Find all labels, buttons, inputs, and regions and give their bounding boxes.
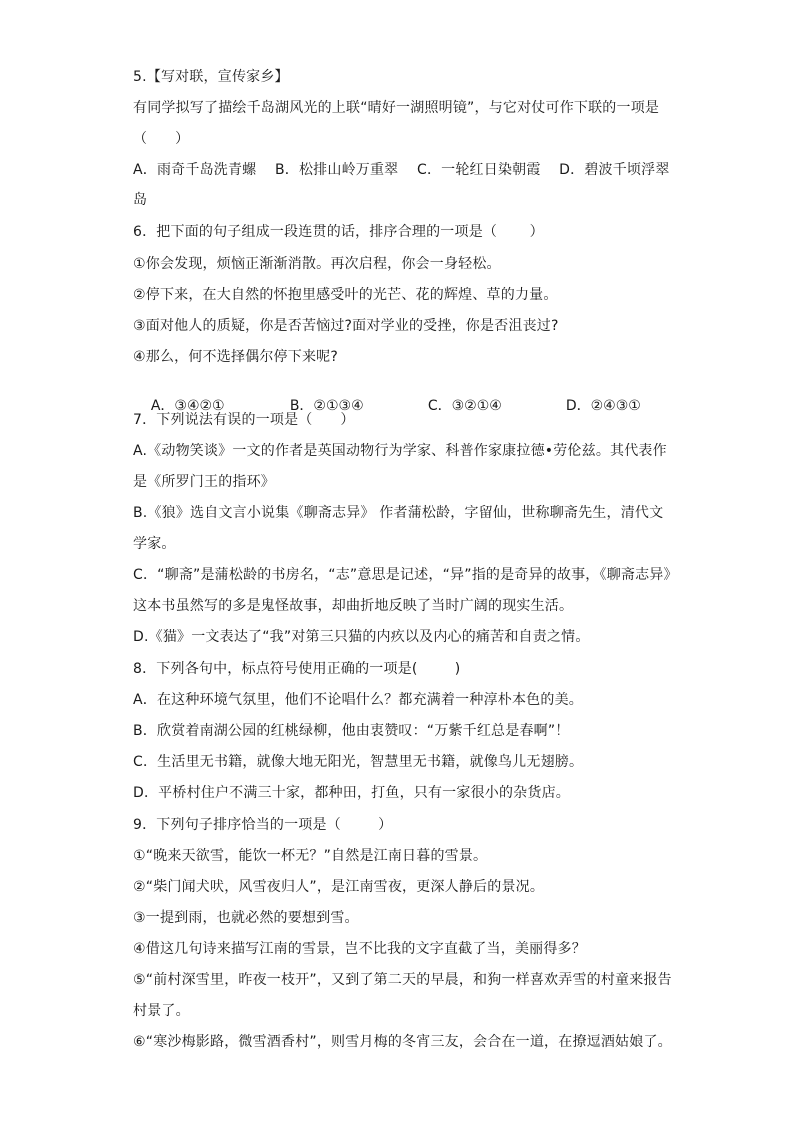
q6-option-a: A．③④②① [150,398,225,414]
q5-blank: （ ） [133,131,190,147]
q6-sentence-1: ①你会发现，烦恼正渐渐消散。再次启程，你会一身轻松。 [133,256,501,272]
q6-sentence-3: ③面对他人的质疑，你是否苦恼过?面对学业的受挫，你是否沮丧过? [133,318,559,334]
q7-option-c-wrap: 这本书虽然写的多是鬼怪故事，却曲折地反映了当时广阔的现实生活。 [133,598,574,614]
q8-option-c: C．生活里无书籍，就像大地无阳光，智慧里无书籍，就像鸟儿无翅膀。 [133,754,584,770]
q7-option-b-wrap: 学家。 [133,536,176,552]
q5-stem: 有同学拟写了描绘千岛湖风光的上联“晴好一湖照明镜”，与它对仗可作下联的一项是 [133,100,660,116]
q5-options-wrap: 岛 [133,192,148,208]
q8-option-a: A．在这种环境气氛里，他们不论唱什么？都充满着一种淳朴本色的美。 [133,692,583,708]
q9-sentence-2: ②“柴门闻犬吠，风雪夜归人”，是江南雪夜，更深人静后的景况。 [133,879,545,895]
q6-option-b: B．②①③④ [289,398,364,414]
q6-option-c: C．③②①④ [427,398,502,414]
q8-option-b: B．欣赏着南湖公园的红桃绿柳，他由衷赞叹：“万紫千红总是春啊”！ [133,723,570,739]
q9-sentence-5-wrap: 村景了。 [133,1003,190,1019]
q5-options: A．雨奇千岛洗青螺 B．松排山岭万重翠 C．一轮红日染朝霞 D．碧波千顷浮翠 [133,162,670,178]
q7-option-c: C．“聊斋”是蒲松龄的书房名，“志”意思是记述，“异”指的是奇异的故事，《聊斋志异》 [133,567,678,583]
q6-sentence-2: ②停下来，在大自然的怀抱里感受叶的光芒、花的辉煌、草的力量。 [133,287,558,303]
q9-sentence-3: ③一提到雨，也就必然的要想到雪。 [133,910,359,926]
q7-option-b: B.《狼》选自文言小说集《聊斋志异》 作者蒲松龄，字留仙，世称聊斋先生，清代文 [133,505,664,521]
q7-title: 7．下列说法有误的一项是（ ） [133,412,355,428]
q7-option-a: A.《动物笑谈》一文的作者是英国动物行为学家、科普作家康拉德•劳伦兹。其代表作 [133,443,667,459]
q9-sentence-6: ⑥“寒沙梅影路，微雪酒香村”，则雪月梅的冬宵三友，会合在一道，在撩逗酒姑娘了。 [133,1034,672,1050]
q6-sentence-4: ④那么，何不选择偶尔停下来呢? [133,349,338,365]
q6-title: 6．把下面的句子组成一段连贯的话，排序合理的一项是（ ） [133,224,544,240]
q9-sentence-5: ⑤“前村深雪里，昨夜一枝开”，又到了第二天的早晨，和狗一样喜欢弄雪的村童来报告 [133,972,672,988]
q7-option-a-wrap: 是《所罗门王的指环》 [133,474,275,490]
q9-sentence-4: ④借这几句诗来描写江南的雪景，岂不比我的文字直截了当，美丽得多？ [133,941,586,957]
q6-option-d: D．②④③① [565,398,641,414]
q5-title: 5.【写对联，宣传家乡】 [133,69,289,85]
q9-sentence-1: ①“晚来天欲雪，能饮一杯无？”自然是江南日暮的雪景。 [133,848,488,864]
q8-option-d: D．平桥村住户不满三十家，都种田，打鱼，只有一家很小的杂货店。 [133,785,570,801]
q9-title: 9．下列句子排序恰当的一项是（ ） [133,817,393,833]
q7-option-d: D.《猫》一文表达了“我”对第三只猫的内疚以及内心的痛苦和自责之情。 [133,629,590,645]
q8-title: 8．下列各句中，标点符号使用正确的一项是( ) [133,661,461,677]
